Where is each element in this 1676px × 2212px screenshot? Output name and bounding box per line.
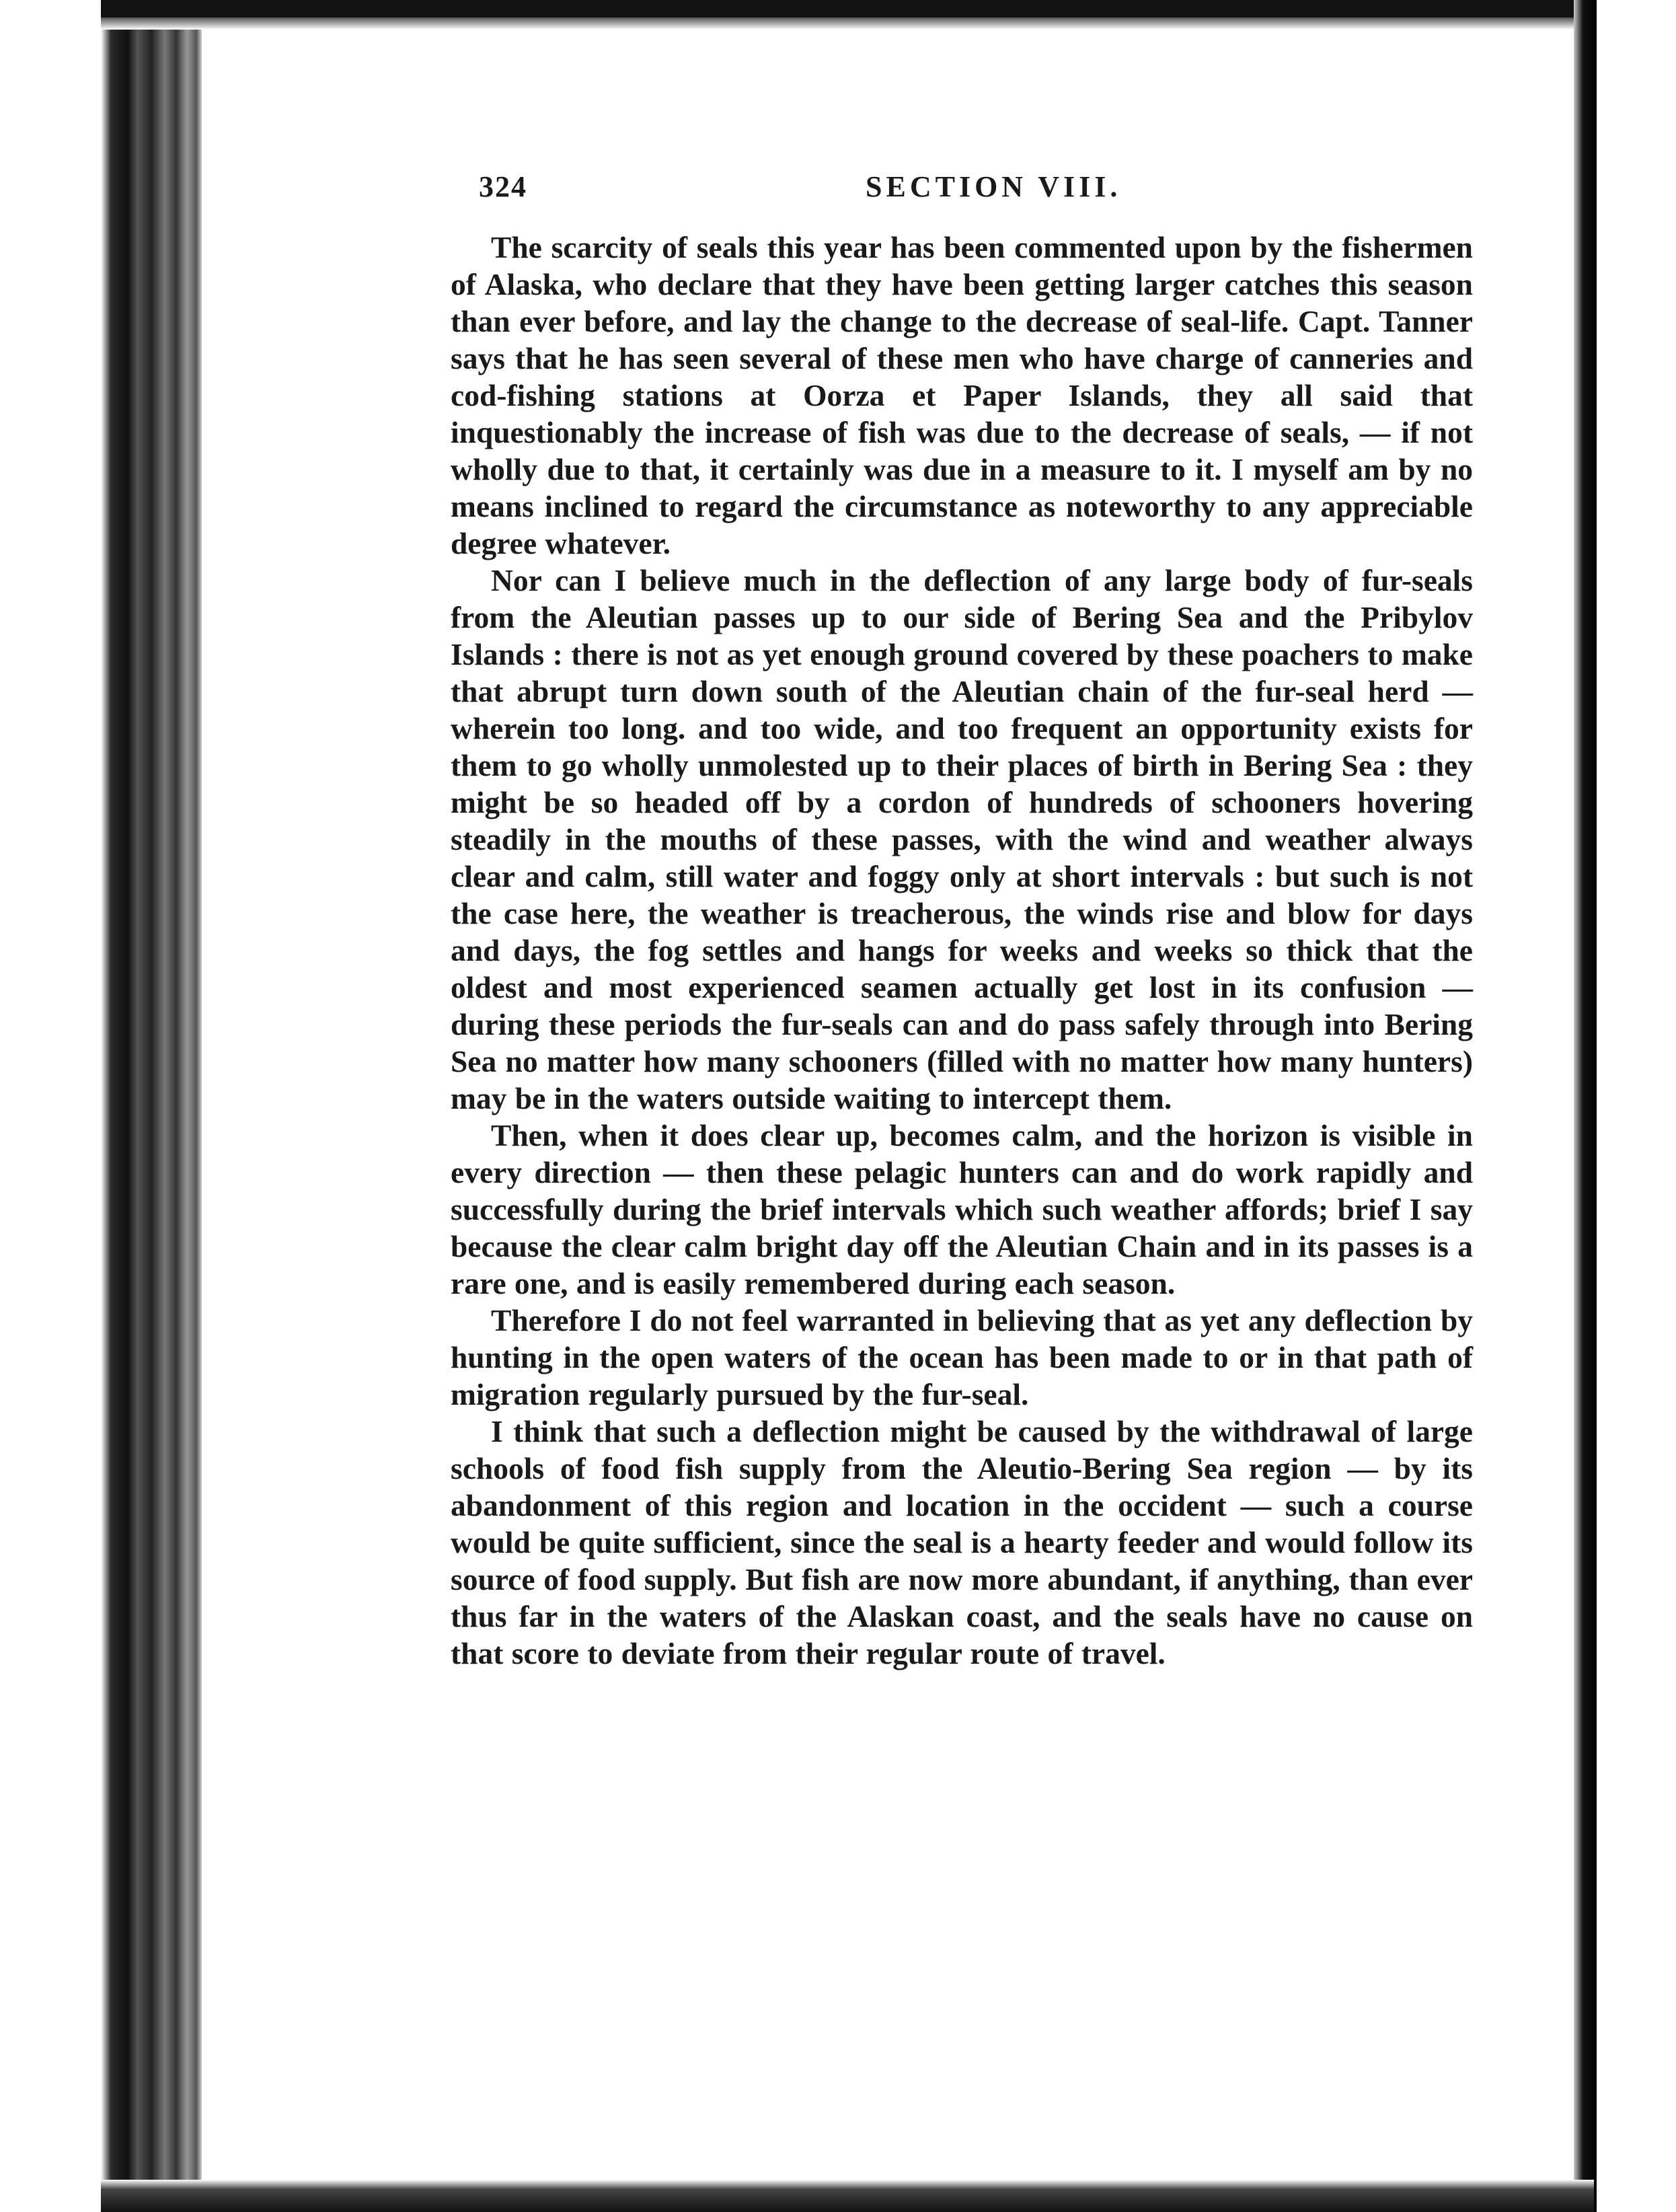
scan-top-edge (101, 0, 1594, 17)
paragraph: I think that such a deflection might be caused by the withdrawal of large schools of food fish supply from the Aleutio-Bering Sea region — by its abandonment of this region and location in the occident — such a course would be quite sufficient, since the seal is a hearty feeder and would follow its source of food supply. But fish are now more abundant, if anything, than ever thus far in the waters of the Alaskan coast, and the seals have no cause on that score to deviate from their regular route of travel. (451, 1414, 1473, 1670)
scan-left-edge (0, 0, 202, 2212)
running-head: SECTION VIII. (866, 170, 1122, 203)
page-header (479, 170, 1461, 217)
scan-top-shadow (101, 17, 1594, 30)
body-text (451, 229, 1473, 1672)
scan-bottom-edge (101, 2180, 1594, 2212)
paragraph: The scarcity of seals this year has been commented upon by the fishermen of Alaska, who declare that they have been getting larger catches this season than ever before, and lay the change to the decrease of seal-life. Capt. Tanner says that he has seen several of these men who have charge of canneries and cod-fishing stations at Oorza et Paper Islands, they all said that inquestionably the increase of fish was due to the decrease of seals, — if not wholly due to that, it certainly was due in a measure to it. I myself am by no means inclined to regard the circumstance as noteworthy to any appreciable degree whatever. (451, 230, 1473, 560)
page-number: 324 (479, 170, 527, 203)
scan-right-edge (1574, 0, 1597, 2212)
paragraph: Then, when it does clear up, becomes calm, and the horizon is visible in every direction — then these pelagic hunters can and do work rapidly and successfully during the brief intervals which such weather affords; brief I say because the clear calm bright day off the Aleutian Chain and in its passes is a rare one, and is easily remembered during each season. (451, 1118, 1473, 1300)
paragraph: Nor can I believe much in the deflection of any large body of fur-seals from the Aleutian passes up to our side of Bering Sea and the Pribylov Islands : there is not as yet enough ground covered by these poachers to make that abrupt turn down south of the Aleutian chain of the fur-seal herd — wherein too long. and too wide, and too frequent an opportunity exists for them to go wholly unmolested up to their places of birth in Bering Sea : they might be so headed off by a cordon of hundreds of schooners hovering steadily in the mouths of these passes, with the wind and weather always clear and calm, still water and foggy only at short intervals : but such is not the case here, the weather is treacherous, the winds rise and blow for days and days, the fog settles and hangs for weeks and weeks so thick that the oldest and most experienced seamen actually get lost in its confusion — during these periods the fur-seals can and do pass safely through into Bering Sea no matter how many schooners (filled with no matter how many hunters) may be in the waters outside waiting to intercept them. (451, 563, 1473, 1115)
paragraph: Therefore I do not feel warranted in believing that as yet any deflection by hunting in the open waters of the ocean has been made to or in that path of migration regularly pursued by the fur-seal. (451, 1303, 1473, 1411)
